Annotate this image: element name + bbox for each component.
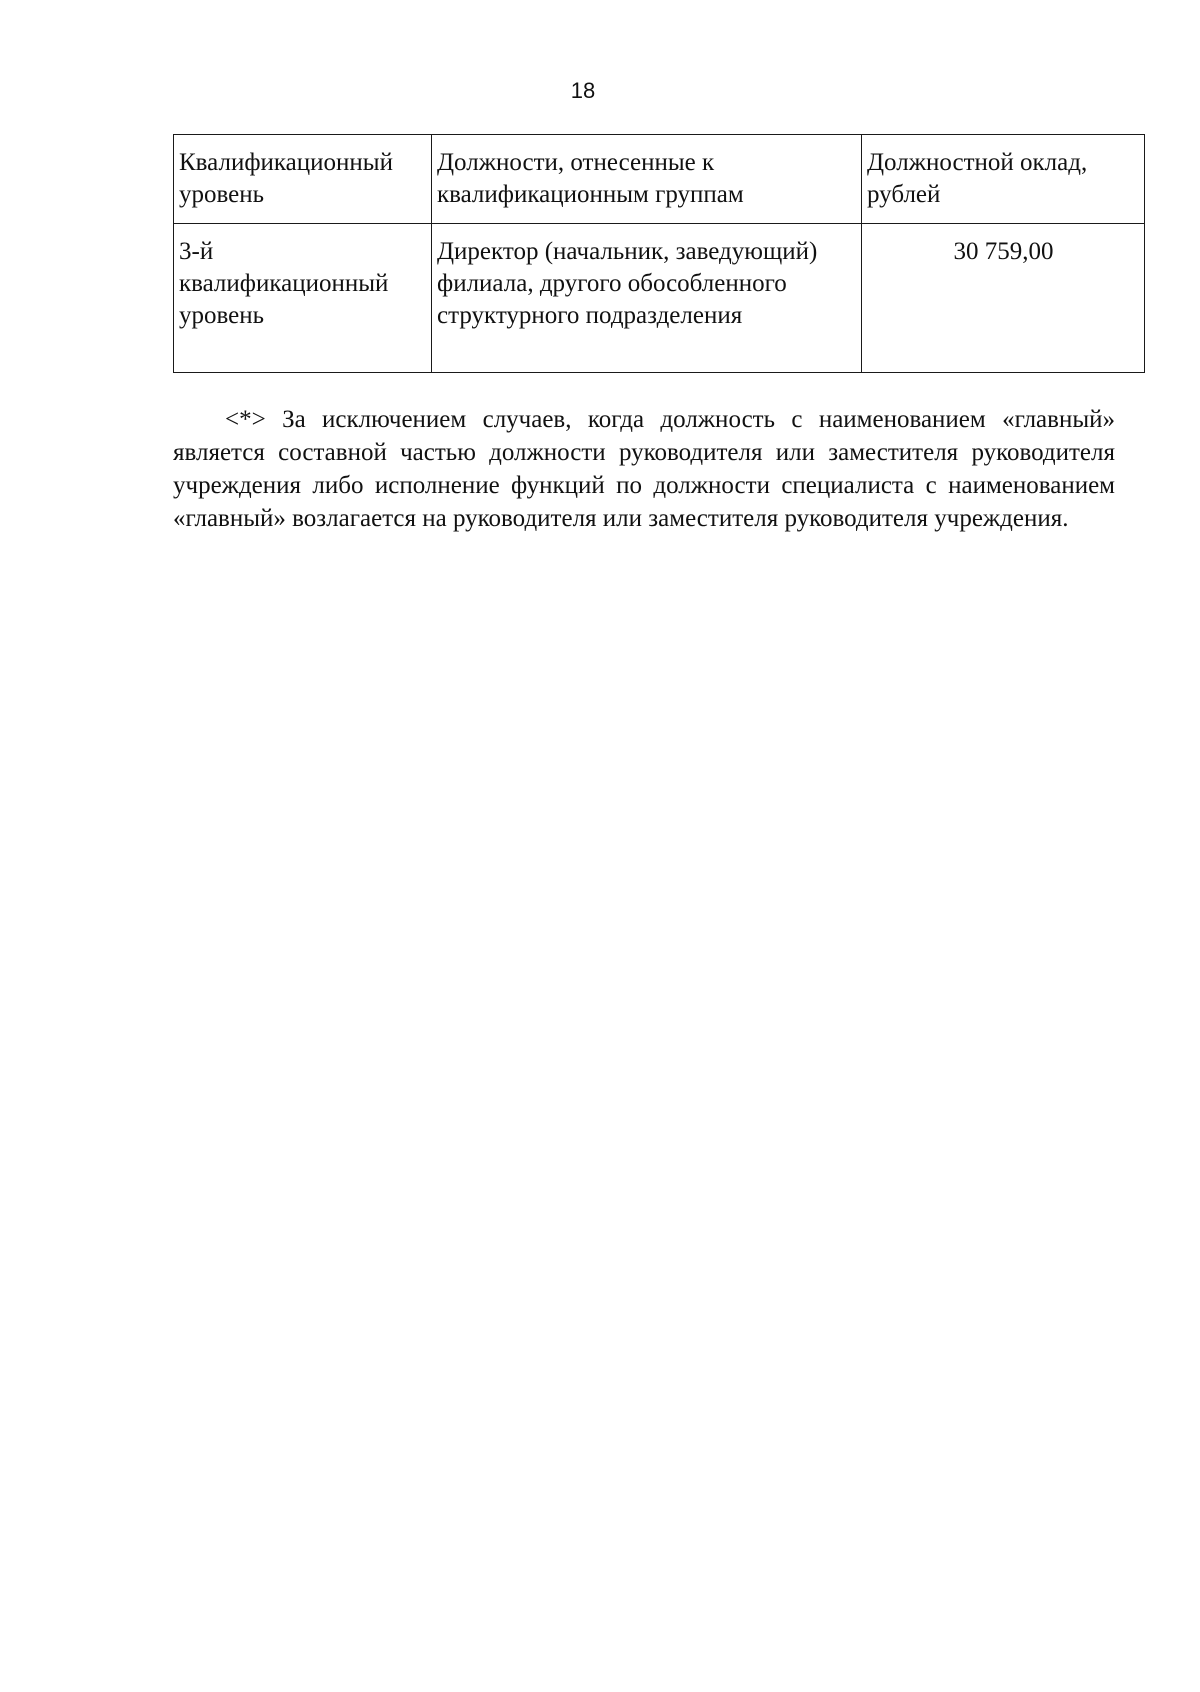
table-header-row <box>174 135 1145 224</box>
header-cell-level <box>174 135 432 224</box>
cell-level <box>174 224 432 373</box>
table-row <box>174 224 1145 373</box>
header-label-level: Квалификационный уровень <box>179 149 393 208</box>
footnote: <*> За исключением случаев, когда должность с наименованием «главный» является составной частью должности руководителя или заместителя руководителя учреждения либо исполнение функций по должности специалиста с наименованием «главный» возлагается на руководителя или заместителя руководителя учреждения. <box>173 406 1115 532</box>
page-number: 18 <box>570 78 596 103</box>
header-label-positions: Должности, отнесенные к квалификационным группам <box>437 149 744 208</box>
cell-positions <box>432 224 862 373</box>
salary-table <box>173 134 1145 373</box>
salary-text: 30 759,00 <box>953 238 1054 265</box>
header-cell-positions <box>432 135 862 224</box>
positions-text: Директор (начальник, заведующий) филиала, другого обособленного структурного подразделения <box>437 238 818 329</box>
cell-salary <box>862 224 1145 373</box>
header-label-salary: Должностной оклад, рублей <box>867 149 1088 208</box>
level-text: 3-й квалификационный уровень <box>179 238 389 329</box>
header-cell-salary <box>862 135 1145 224</box>
